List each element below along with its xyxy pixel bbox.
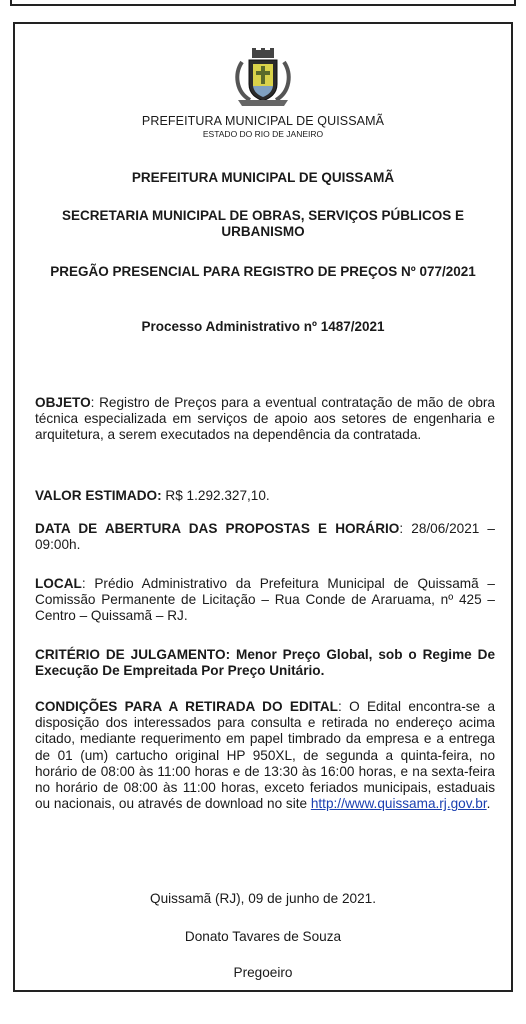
local-label: LOCAL (35, 576, 82, 591)
data-abertura-text: : 28/06/2021 – 09:00h. (35, 521, 495, 553)
objeto-paragraph (35, 395, 495, 444)
condicoes-text: : O Edital encontra-se a disposição dos interessados para consulta e retirada no endereço acima citado, mediante requerimento em papel timbrado da empresa e a entrega de 01 (um) cartucho original HP 950XL, de segunda a quinta-feira, no horário de 08:00 às 11:00 horas e de 13:30 às 16:00 horas, e na sexta-feira no horário de 08:00 às 11:00 horas, exceto feriados municipais, estaduais ou nacionais, ou através de download no site (35, 699, 496, 812)
objeto-text: : Registro de Preços para a eventual contratação de mão de obra técnica especializada em serviços de apoio aos setores de engenharia e arquitetura, a serem executados na dependência da contratada. (35, 395, 495, 443)
top-border-rule (10, 0, 516, 6)
signatory-name: Donato Tavares de Souza (184, 929, 342, 944)
data-abertura-paragraph (35, 521, 495, 553)
valor-label: VALOR ESTIMADO: (35, 488, 162, 503)
signatory-role: Pregoeiro (233, 965, 293, 980)
criterio-paragraph (35, 647, 495, 679)
criterio-text: : Menor Preço Global, sob o Regime De Execução De Empreitada Por Preço Unitário. (35, 647, 496, 679)
condicoes-end: . (486, 796, 491, 812)
estado-subtitle: ESTADO DO RIO DE JANEIRO (202, 129, 324, 139)
municipal-coat-of-arms-icon (232, 48, 294, 108)
heading-prefeitura: PREFEITURA MUNICIPAL DE QUISSAMÃ (131, 170, 395, 185)
local-text: : Prédio Administrativo da Prefeitura Municipal de Quissamã – Comissão Permanente de Licitação – Rua Conde de Araruama, nº 425 – Centro – Quissamã – RJ. (35, 576, 495, 624)
criterio-label: CRITÉRIO DE JULGAMENTO (35, 647, 226, 662)
heading-processo: Processo Administrativo nº 1487/2021 (141, 319, 385, 334)
footer-date: Quissamã (RJ), 09 de junho de 2021. (150, 891, 376, 906)
data-abertura-label: DATA DE ABERTURA DAS PROPOSTAS E HORÁRIO (35, 521, 400, 536)
heading-secretaria: SECRETARIA MUNICIPAL DE OBRAS, SERVIÇOS PÚBLICOS E URBANISMO (61, 208, 465, 239)
notice-frame (13, 22, 513, 992)
valor-text: R$ 1.292.327,10. (161, 488, 270, 503)
condicoes-label: CONDIÇÕES PARA A RETIRADA DO EDITAL (35, 699, 338, 714)
valor-paragraph (35, 488, 495, 504)
local-paragraph (35, 576, 495, 625)
heading-pregao: PREGÃO PRESENCIAL PARA REGISTRO DE PREÇOS Nº 077/2021 (50, 264, 476, 279)
objeto-label: OBJETO (35, 395, 91, 410)
header-block (15, 48, 511, 139)
prefeitura-title: PREFEITURA MUNICIPAL DE QUISSAMÃ (141, 114, 385, 128)
site-link[interactable]: http://www.quissama.rj.gov.br (310, 796, 487, 812)
condicoes-paragraph (35, 699, 495, 812)
